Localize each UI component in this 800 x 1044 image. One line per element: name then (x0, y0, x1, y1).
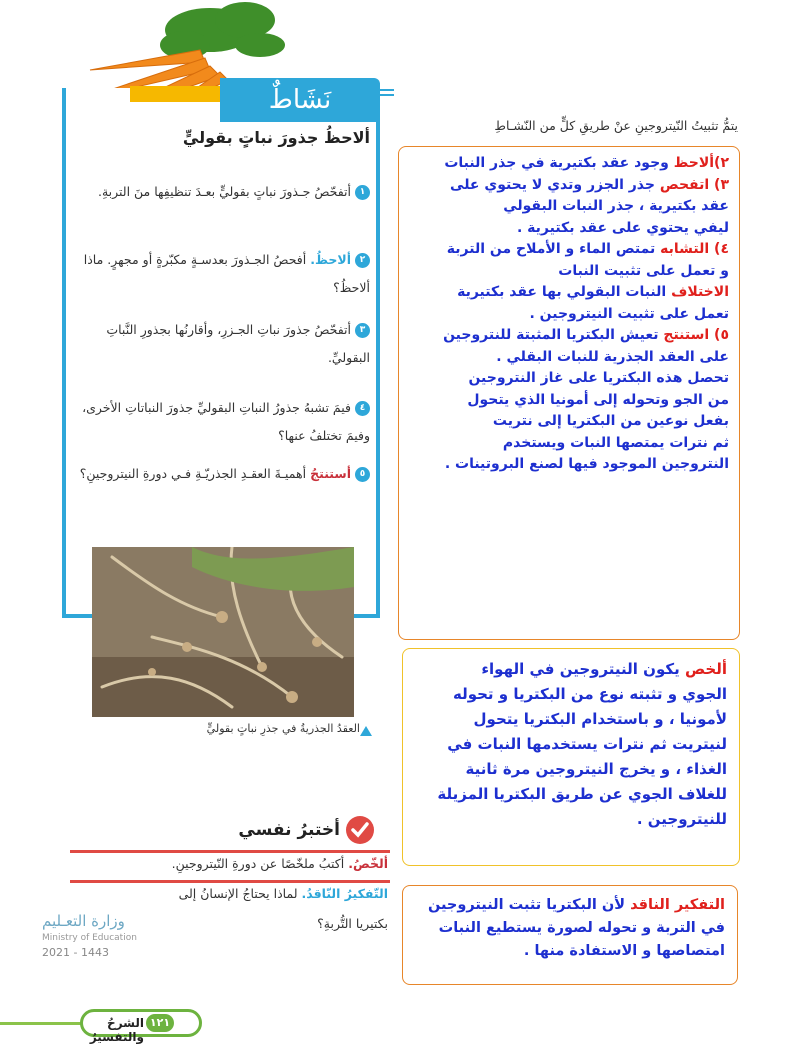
step-text-2: أفحصُ الجـذورَ بعدسـةٍ مكبّرةٍ أو مجهرٍ. ماذا ألاحظُ؟ (83, 252, 370, 295)
answer-keyword-examine: ٣) اتفحص (659, 176, 729, 193)
ministry-logo-text: وزارة التعـليم (42, 912, 125, 930)
answer-line-2: جذر الجزر وتدي لا يحتوي على (450, 176, 660, 193)
answer-box (398, 146, 740, 640)
activity-title: ألاحظُ جذورَ نباتٍ بقوليٍّ (182, 128, 370, 147)
summary-line-2: الجوي و تثبته نوع من البكتريا و تحوله (452, 685, 727, 703)
activity-step-4 (74, 394, 370, 450)
photo-caption: العقدُ الجذريةُ في جذرِ نباتٍ بقوليٍّ (206, 722, 360, 735)
answer-line-15: النتروجين الموجود فيها لصنع البروتينات . (444, 456, 729, 472)
answer-keyword-observe: ٢)ألاحظ (673, 155, 729, 171)
critical-line-3: امتصاصها و الاستفادة منها . (523, 943, 725, 959)
answer-line-5: تمتص الماء و الأملاح من التربة (446, 241, 661, 257)
step-text-5: أهميـةَ العقـدِ الجذريّـةِ فـي دورةِ النيتروجينِ؟ (79, 466, 307, 481)
step-number-1: ١ (355, 185, 370, 200)
answer-line-9: تعيش البكتريا المثبتة للنتروجين (443, 327, 664, 343)
self-test-divider-2 (70, 880, 390, 883)
q2-label: التّفكيرُ النّاقدُ. (301, 886, 388, 901)
self-test-title: أختبرُ نفسي (238, 820, 340, 840)
answer-keyword-difference: الاختلاف (671, 284, 729, 300)
summary-keyword: ألخص (684, 660, 727, 678)
self-test-divider-1 (70, 850, 390, 853)
intro-text: يتمُّ تثبيتُ النّيتروجينِ عنْ طريقِ كلٍّ من النّشـاطِ (494, 118, 738, 133)
activity-step-2 (74, 246, 370, 302)
step-text-4: فيمَ تشبهُ جذورُ النباتِ البقوليِّ جذورَ النباتاتِ الأخرى، وفيمَ تختلفُ عنها؟ (82, 400, 370, 443)
q2-text-a: لماذا يحتاجُ الإنسانُ إلى (178, 886, 302, 901)
root-nodules-photo (92, 547, 354, 717)
activity-step-5 (74, 460, 370, 488)
ministry-logo-en: Ministry of Education (42, 933, 137, 943)
q1-text: أكتبُ ملخّصًا عن دورةِ النّيتروجينِ. (171, 856, 349, 871)
critical-keyword: التفكير الناقد (630, 897, 725, 913)
answer-line-4: ليفي يحتوي على عقد بكتيرية . (516, 219, 729, 236)
answer-line-6: و تعمل على تثبيت النبات (558, 262, 729, 279)
q1-label: ألخّصُ. (348, 856, 388, 871)
critical-thinking-box (402, 885, 738, 985)
critical-line-2: في التربة و تحوله لصورة يستطيع النبات (438, 920, 725, 936)
critical-line-1: لأن البكتريا تثبت النيتروجين (427, 897, 631, 913)
summary-line-1: يكون النيتروجين في الهواء (481, 660, 685, 678)
ministry-year: 2021 - 1443 (42, 946, 109, 959)
answer-line-12: من الجو وتحوله إلى أمونيا الذي يتحول (467, 391, 729, 408)
header-lines-icon (370, 88, 394, 100)
answer-keyword-similarity: ٤) التشابه (660, 241, 729, 257)
checkmark-icon (345, 815, 375, 845)
activity-step-1 (74, 178, 370, 206)
step-number-5: ٥ (355, 467, 370, 482)
answer-line-14: ثم نترات يمتصها النبات ويستخدم (502, 434, 729, 451)
step-keyword-2: ألاحظُ. (310, 252, 351, 267)
step-number-3: ٣ (355, 323, 370, 338)
answer-line-13: بفعل نوعين من البكتريا إلى نتريت (492, 413, 729, 429)
answer-line-8: تعمل على تثبيت النيتروجين . (529, 305, 729, 322)
step-number-2: ٢ (355, 253, 370, 268)
step-number-4: ٤ (355, 401, 370, 416)
step-text-3: أتفحّصُ جذورَ نباتِ الجـزرِ، وأقارنُها بجذورِ النَّباتِ البقوليِّ. (106, 322, 370, 365)
summary-line-5: الغذاء ، و يخرج النيتروجين مرة ثانية (465, 760, 727, 778)
answer-line-11: تحصل هذه البكتريا على غاز النتروجين (468, 370, 729, 386)
summary-line-6: للغلاف الجوي عن طريق البكتريا المزيلة (437, 785, 727, 803)
activity-header: نَشَاطٌ (220, 78, 380, 122)
caption-triangle-icon (360, 726, 372, 736)
footer-section-label: الشرحُ والتفسيرُ (89, 1016, 144, 1044)
summary-line-7: للنيتروجين . (636, 810, 727, 828)
self-test-question-1 (72, 856, 388, 871)
page-number: ١٢١ (146, 1014, 174, 1032)
header-accent-bar (130, 86, 222, 102)
self-test-question-2-cont: بكتيريا التُّربةِ؟ (317, 916, 388, 931)
summary-line-3: لأمونيا ، و باستخدام البكتريا يتحول (473, 710, 727, 728)
activity-step-3 (74, 316, 370, 372)
answer-line-3: عقد بكتيرية ، جذر النبات البقولي (503, 198, 729, 214)
summary-line-4: لنيتريت ثم نترات يستخدمها النبات في (447, 735, 727, 753)
answer-line-1: وجود عقد بكتيرية في جذر النبات (444, 155, 674, 171)
answer-line-10: على العقد الجذرية للنبات البقلي . (496, 348, 729, 365)
answer-keyword-conclude: ٥) استنتج (663, 327, 729, 343)
answer-line-7: النبات البقولي بها عقد بكتيرية (457, 284, 672, 300)
summary-box (402, 648, 740, 866)
step-keyword-5: أستنتجُ (310, 466, 351, 481)
step-text-1: أتفحّصُ جـذورَ نباتٍ بقوليٍّ بعـدَ تنظيفِها منَ التربةِ. (97, 184, 351, 199)
self-test-question-2 (72, 886, 388, 901)
